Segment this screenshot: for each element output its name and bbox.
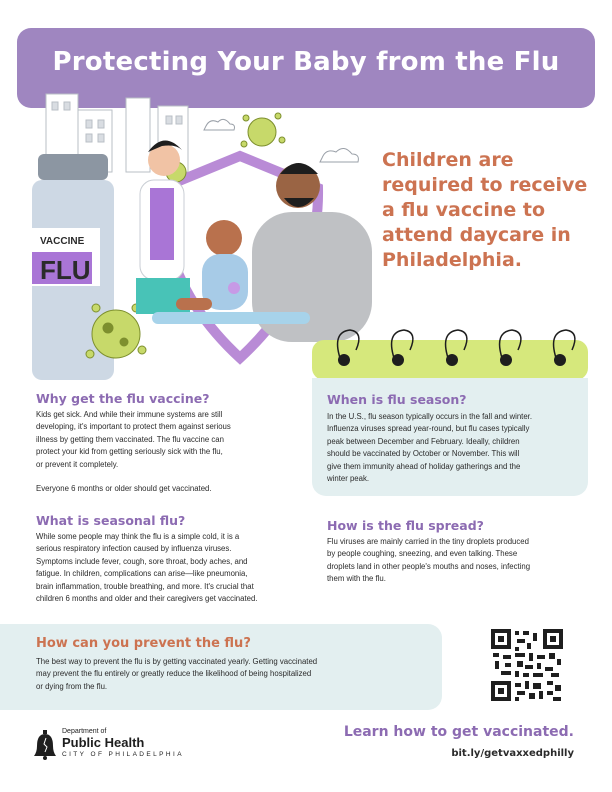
flu-season-line: should be vaccinated by October or November. This will: [327, 449, 520, 459]
vaccination-eligibility-note: Everyone 6 months or older should get vaccinated.: [36, 484, 212, 494]
why-vaccine-line: protect your kid from getting seriously sick with the flu,: [36, 447, 223, 457]
prevention-title: How can you prevent the flu?: [36, 636, 251, 651]
flu-spread-title: How is the flu spread?: [327, 518, 484, 533]
daycare-requirement-headline: Children are required to receive a flu vaccine to attend daycare in Philadelphia.: [382, 149, 588, 271]
qr-code-icon[interactable]: [491, 629, 563, 701]
flu-spread-line: Flu viruses are mainly carried in the tiny droplets produced: [327, 537, 529, 546]
flu-season-line: winter peak.: [327, 474, 370, 484]
exam-table-icon: [152, 312, 310, 324]
seasonal-flu-line: brain inflammation, trouble breathing, and more. It's crucial that: [36, 581, 254, 591]
seasonal-flu-title: What is seasonal flu?: [36, 513, 186, 528]
virus-icon-top: [241, 113, 285, 147]
why-vaccine-line: developing, it's important to protect them against serious: [36, 422, 231, 432]
seasonal-flu-line: fatigue. In children, complications can arise—like pneumonia,: [36, 569, 248, 579]
cloud-icon: [204, 119, 235, 130]
cloud-icon-right: [320, 148, 358, 162]
flu-season-line: peak between December and February. Ideally, children: [327, 436, 520, 446]
seasonal-flu-line: While some people may think the flu is a simple cold, it is a: [36, 532, 240, 541]
seasonal-flu-line: children 6 months and older and their caregivers get vaccinated.: [36, 594, 258, 604]
flu-season-line: Influenza viruses spread year-round, but flu cases typically: [327, 424, 530, 434]
vial-label-top: VACCINE: [40, 236, 85, 247]
learn-more-heading: Learn how to get vaccinated.: [343, 724, 574, 740]
seasonal-flu-line: Symptoms include fever, cough, sore throat, body aches, and: [36, 556, 248, 566]
why-vaccine-title: Why get the flu vaccine?: [36, 391, 210, 406]
seasonal-flu-section: [36, 513, 306, 605]
flu-spread-line: by people coughing, sneezing, and even talking. These: [327, 549, 518, 559]
page-title: Protecting Your Baby from the Flu: [52, 47, 560, 77]
vaccination-link[interactable]: bit.ly/getvaxxedphilly: [451, 748, 574, 759]
why-vaccine-line: Kids get sick. And while their immune systems are still: [36, 410, 223, 419]
flu-season-title: When is flu season?: [327, 392, 467, 407]
flu-spread-section: [327, 518, 589, 586]
why-vaccine-line: illness by getting them vaccinated. The flu vaccine can: [36, 434, 224, 444]
why-vaccine-section: [36, 391, 306, 495]
why-vaccine-line: or prevent it completely.: [36, 459, 119, 469]
liberty-bell-icon: [34, 730, 56, 760]
flu-season-section: [327, 392, 589, 485]
calendar-header: [312, 320, 588, 380]
flu-season-line: In the U.S., flu season typically occurs in the fall and winter.: [327, 412, 532, 421]
prevention-line: may prevent the flu entirely or greatly reduce the likelihood of being hospitalized: [36, 669, 312, 679]
vial-label-main: FLU: [40, 255, 91, 285]
department-logo: [34, 728, 224, 764]
prevention-section: [36, 656, 436, 693]
prevention-line: The best way to prevent the flu is by getting vaccinated yearly. Getting vaccinated: [36, 657, 318, 666]
prevention-line: or dying from the flu.: [36, 681, 108, 691]
dept-line3: CITY OF PHILADELPHIA: [62, 751, 184, 758]
seasonal-flu-line: serious respiratory infection caused by influenza viruses.: [36, 544, 232, 554]
dept-line2: Public Health: [62, 735, 145, 750]
flu-spread-line: them with the flu.: [327, 574, 386, 584]
dept-line1: Department of: [62, 728, 107, 735]
flu-season-line: give them immunity ahead of holiday gatherings and the: [327, 461, 521, 471]
flu-spread-line: droplets land in other people's mouths and noses, infecting: [327, 561, 531, 571]
